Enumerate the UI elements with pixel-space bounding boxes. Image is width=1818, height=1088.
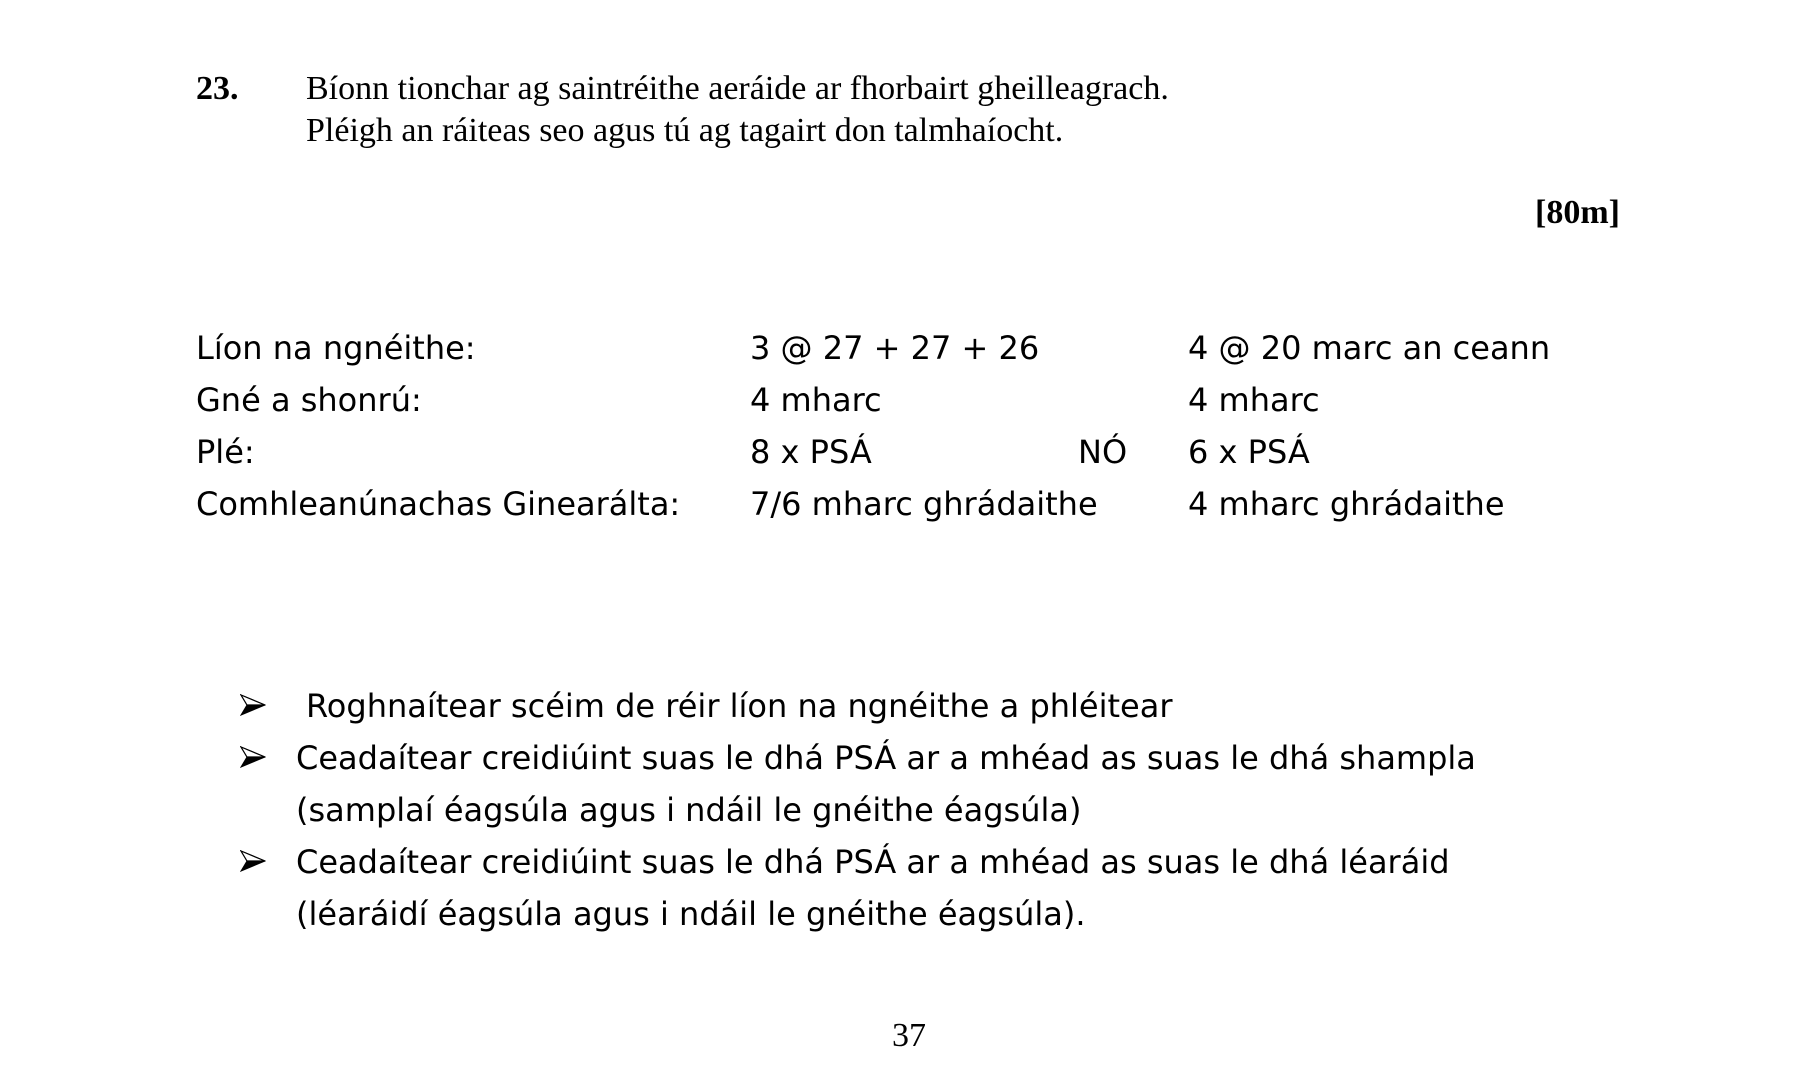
question-number: 23. <box>196 70 239 107</box>
scheme-or-label: NÓ <box>1078 433 1128 471</box>
scheme-row <box>0 322 1818 374</box>
scheme-option-b: 4 @ 20 marc an ceann <box>1188 329 1551 367</box>
note-line: (léaráidí éagsúla agus i ndáil le gnéithe éagsúla). <box>296 895 1086 933</box>
scheme-option-b: 4 mharc <box>1188 381 1320 419</box>
arrowhead-bullet-icon <box>240 850 266 872</box>
scheme-option-a: 8 x PSÁ <box>750 433 872 471</box>
scheme-option-a: 4 mharc <box>750 381 882 419</box>
list-item <box>0 732 1818 836</box>
list-item <box>0 680 1818 732</box>
scheme-row-label: Comhleanúnachas Ginearálta: <box>196 485 681 523</box>
scheme-row <box>0 374 1818 426</box>
scheme-row <box>0 478 1818 530</box>
arrowhead-bullet-icon <box>240 746 266 768</box>
question-text-line-2: Pléigh an ráiteas seo agus tú ag tagairt don talmhaíocht. <box>306 112 1064 149</box>
note-line: Roghnaítear scéim de réir líon na ngnéithe a phléitear <box>306 687 1173 725</box>
scheme-option-a: 3 @ 27 + 27 + 26 <box>750 329 1040 367</box>
question-text-line-1: Bíonn tionchar ag saintréithe aeráide ar fhorbairt gheilleagrach. <box>306 70 1169 107</box>
scheme-option-b: 6 x PSÁ <box>1188 433 1310 471</box>
note-line: Ceadaítear creidiúint suas le dhá PSÁ ar a mhéad as suas le dhá shampla <box>296 739 1476 777</box>
note-line: (samplaí éagsúla agus i ndáil le gnéithe éagsúla) <box>296 791 1082 829</box>
scheme-option-a: 7/6 mharc ghrádaithe <box>750 485 1098 523</box>
marking-notes-list <box>0 680 1818 940</box>
scheme-row <box>0 426 1818 478</box>
page-number: 37 <box>892 1017 926 1054</box>
arrowhead-bullet-icon <box>240 694 266 716</box>
question-marks: [80m] <box>1535 194 1620 231</box>
scheme-row-label: Gné a shonrú: <box>196 381 422 419</box>
scheme-row-label: Plé: <box>196 433 255 471</box>
list-item <box>0 836 1818 940</box>
scheme-option-b: 4 mharc ghrádaithe <box>1188 485 1505 523</box>
note-line: Ceadaítear creidiúint suas le dhá PSÁ ar a mhéad as suas le dhá léaráid <box>296 843 1450 881</box>
scheme-row-label: Líon na ngnéithe: <box>196 329 476 367</box>
